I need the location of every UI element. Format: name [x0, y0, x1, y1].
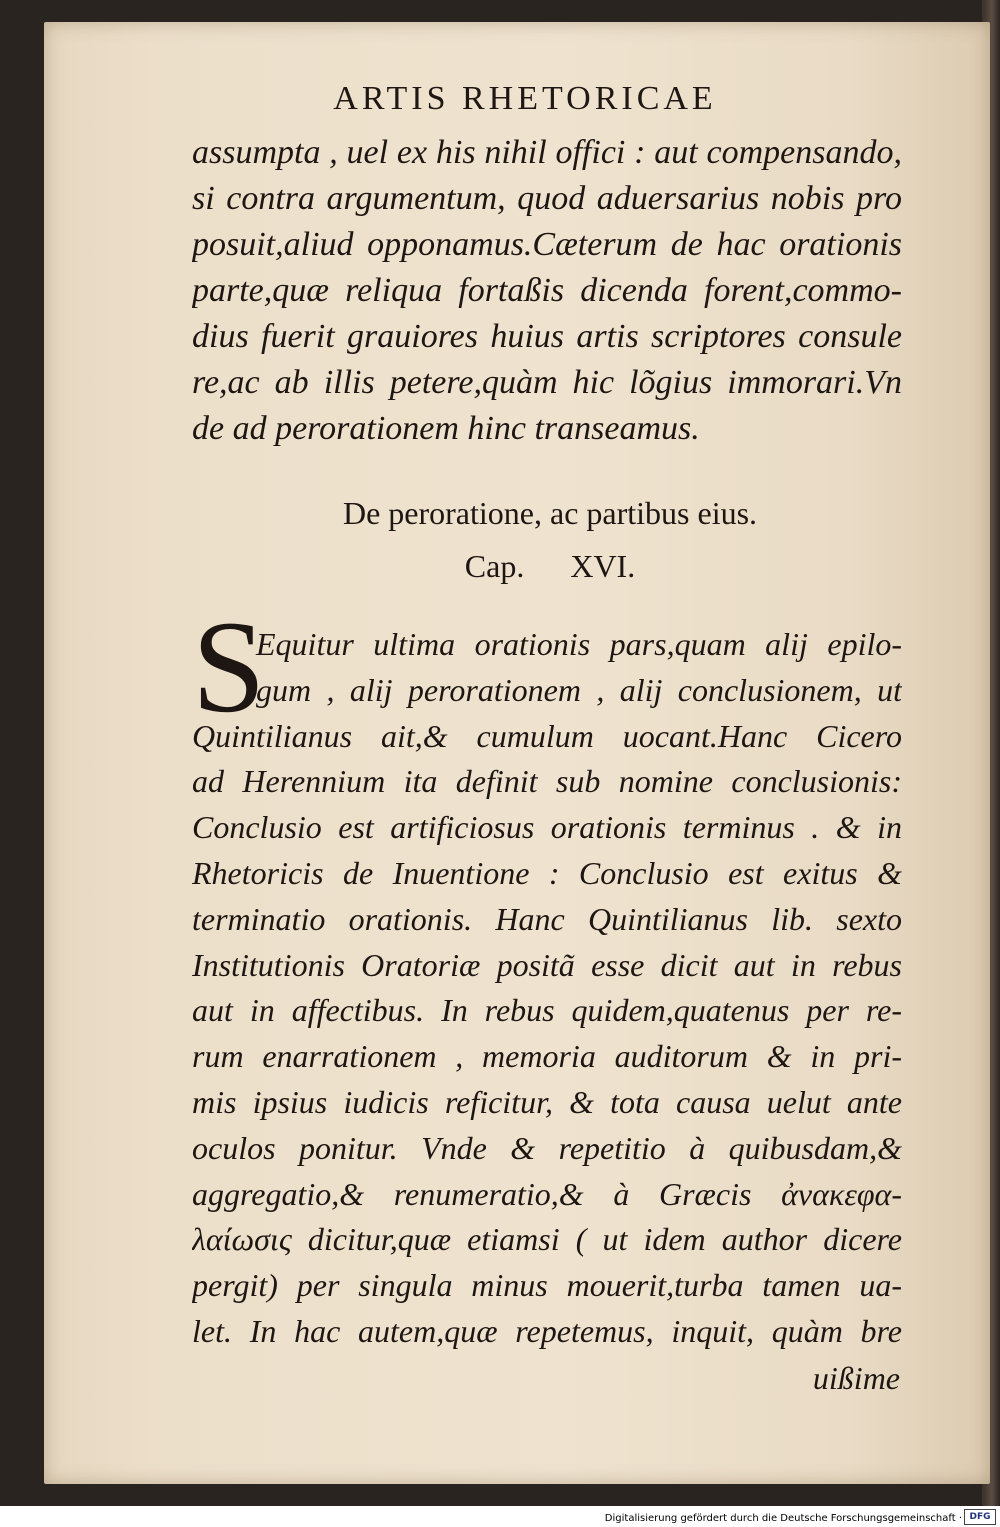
text-line: λαίωσις dicitur,quæ etiamsi ( ut idem author dicere: [192, 1221, 902, 1258]
chapter-word: Cap.: [464, 548, 525, 584]
text-line: gum , alij perorationem , alij conclusionem, ut: [256, 671, 902, 708]
running-head: ARTIS RHETORICAE: [333, 80, 717, 117]
text-line: Institutionis Oratoriæ positã esse dicit aut in rebus: [192, 946, 902, 983]
chapter-number: XVI.: [570, 548, 636, 584]
text-line: pergit) per singula minus mouerit,turba tamen ua-: [192, 1267, 902, 1304]
digitization-credit: Digitalisierung gefördert durch die Deutsche Forschungsgemeinschaft ·: [604, 1513, 962, 1524]
drop-cap-initial: S: [192, 593, 266, 740]
text-line: parte,quæ reliqua fortaßis dicenda forent,commo-: [192, 272, 902, 309]
text-line: si contra argumentum, quod aduersarius nobis pro: [192, 180, 902, 217]
body-paragraph: [192, 622, 902, 1355]
text-line: Quintilianus ait,& cumulum uocant.Hanc Cicero: [192, 717, 902, 754]
text-line: oculos ponitur. Vnde & repetitio à quibusdam,&: [192, 1129, 902, 1166]
dfg-logo: DFG: [964, 1509, 996, 1525]
text-line: rum enarrationem , memoria auditorum & in pri-: [192, 1038, 902, 1075]
text-line: ad Herennium ita definit sub nomine conclusionis:: [192, 763, 902, 800]
chapter-label: [240, 548, 860, 585]
text-line: Rhetoricis de Inuentione : Conclusio est exitus &: [192, 854, 902, 891]
text-line: Conclusio est artificiosus orationis terminus . & in: [192, 809, 902, 846]
text-line: terminatio orationis. Hanc Quintilianus lib. sexto: [192, 900, 902, 937]
catchword: uißime: [812, 1360, 900, 1396]
text-line: aut in affectibus. In rebus quidem,quatenus per re-: [192, 992, 902, 1029]
text-line: re,ac ab illis petere,quàm hic lõgius immorari.Vn: [192, 364, 902, 401]
top-paragraph: [192, 130, 902, 452]
text-line: Equitur ultima orationis pars,quam alij epilo-: [256, 626, 902, 662]
text-line: aggregatio,& renumeratio,& à Græcis ἀνακεφα-: [192, 1175, 902, 1212]
text-line: posuit,aliud opponamus.Cæterum de hac orationis: [192, 226, 902, 263]
text-line: assumpta , uel ex his nihil offici : aut compensando,: [192, 134, 902, 171]
text-line: de ad perorationem hinc transeamus.: [192, 410, 700, 447]
section-heading: De peroratione, ac partibus eius.: [342, 495, 758, 531]
text-line: let. In hac autem,quæ repetemus, inquit, quàm bre: [192, 1312, 902, 1349]
text-line: dius fuerit grauiores huius artis scriptores consule: [192, 318, 902, 355]
text-line: mis ipsius iudicis reficitur, & tota causa uelut ante: [192, 1083, 902, 1120]
